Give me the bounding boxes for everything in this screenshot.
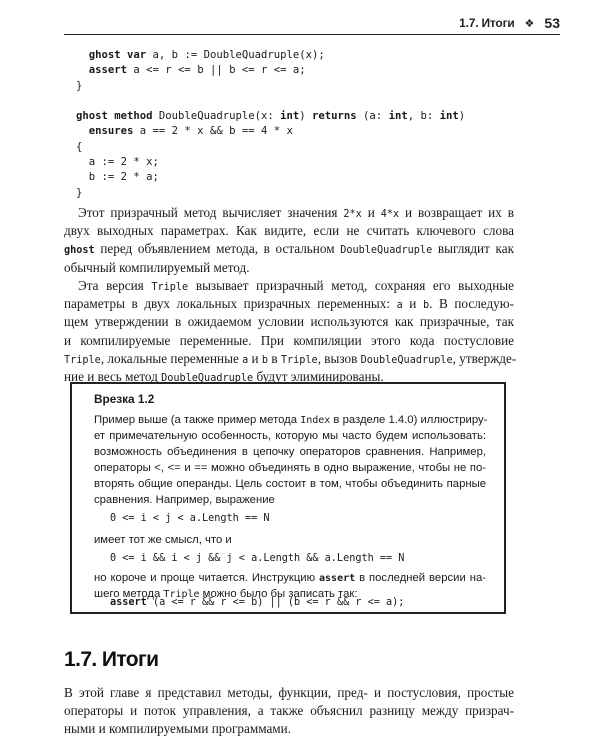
sidebar-code-chain: 0 <= i < j < a.Length == N: [110, 513, 270, 524]
sidebar-paragraph: но короче и проще читается. Инструкцию assert в последней версии на- шего метода Triple можно было бы записать так:: [94, 572, 486, 601]
code-line: assert a <= r <= b || b <= r <= a;: [76, 64, 306, 77]
sidebar-paragraph: имеет тот же смысл, что и: [94, 534, 232, 546]
page-number: 53: [544, 15, 560, 31]
code-line: b := 2 * a;: [76, 171, 159, 184]
separator-ornament-icon: ❖: [524, 17, 535, 30]
sidebar-title: Врезка 1.2: [94, 392, 155, 406]
sidebar-paragraph: Пример выше (а также пример метода Index в разделе 1.4.0) иллюстриру- ет примечательную особенность, которую мы часто будем использовать: возможность объединения в цепочку операторов сравнения. Например, операторы <, <= и == можно объединять в одно выражение, чтобы не по- вторять общие операнды. Цель состоит в том, чтобы объединить парные сравнения. Например, выражение: [94, 414, 488, 507]
code-line: ghost var a, b := DoubleQuadruple(x);: [76, 49, 325, 61]
section-heading: 1.7. Итоги: [64, 648, 159, 671]
code-line: a := 2 * x;: [76, 156, 159, 169]
code-listing: [76, 48, 465, 201]
code-line: ghost method DoubleQuadruple(x: int) returns (a: int, b: int): [76, 110, 466, 123]
paragraph-ghost-method: Этот призрачный метод вычисляет значения 2*x и 4*x и возвращает их в двух выходных параметрах. Как видите, если не считать ключевого слова ghost перед объявлением метода, в остальном DoubleQuadruple выглядит как обычный компилируемый метод.: [64, 205, 514, 275]
sidebar-code-expanded: 0 <= i && i < j && j < a.Length && a.Length == N: [110, 553, 405, 564]
sidebar-box: [70, 382, 506, 614]
running-header-title: 1.7. Итоги: [459, 16, 515, 30]
code-line: }: [76, 79, 83, 92]
paragraph-triple-version: Эта версия Triple вызывает призрачный метод, сохраняя его выходные параметры в двух локальных призрачных переменных: a и b. В последую- щем утверждении в ожидаемом условии используются как призрачные, так и компилируемые переменные. При компиляции этого кода постусловие Triple, локальные переменные a и b в Triple, вызов DoubleQuadruple, утвержде- ние и весь метод DoubleQuadruple будут элиминированы.: [64, 278, 517, 384]
code-line: [76, 94, 465, 109]
section-summary-paragraph: В этой главе я представил методы, функции, пред- и постусловия, простые операторы и поток управления, а также объяснил разницу между призрач- ными и компилируемыми программами.: [64, 685, 514, 737]
code-line: ensures a == 2 * x && b == 4 * x: [76, 125, 293, 138]
sidebar-code-assert: assert (a <= r && r <= b) || (b <= r && r <= a);: [110, 597, 405, 608]
code-line: }: [76, 186, 83, 199]
code-line: {: [76, 140, 83, 153]
running-header: [64, 12, 560, 35]
